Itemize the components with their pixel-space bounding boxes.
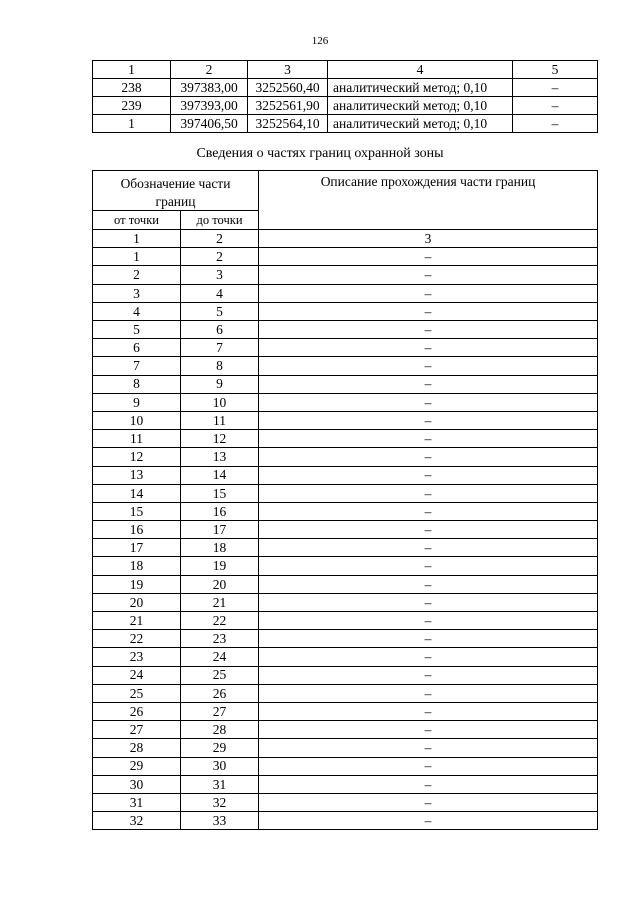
to-point: 4 (181, 284, 259, 302)
from-point: 15 (93, 502, 181, 520)
boundary-description: – (259, 648, 598, 666)
coordinate-y: 3252560,40 (248, 79, 328, 97)
column-number: 4 (328, 61, 513, 79)
column-number: 2 (171, 61, 248, 79)
table-row (93, 248, 598, 266)
to-point: 5 (181, 302, 259, 320)
from-point: 9 (93, 393, 181, 411)
boundary-parts-table (92, 170, 598, 830)
table-row (93, 502, 598, 520)
table-row (93, 612, 598, 630)
header-to-point: до точки (181, 211, 259, 230)
table-row (93, 739, 598, 757)
coordinate-x: 397383,00 (171, 79, 248, 97)
boundary-description: – (259, 557, 598, 575)
table-row (93, 702, 598, 720)
boundary-description: – (259, 375, 598, 393)
table-row (93, 97, 598, 115)
table-row (93, 357, 598, 375)
coordinates-table (92, 60, 598, 133)
to-point: 23 (181, 630, 259, 648)
boundary-description: – (259, 248, 598, 266)
coordinate-y: 3252564,10 (248, 115, 328, 133)
to-point: 18 (181, 539, 259, 557)
boundary-description: – (259, 502, 598, 520)
to-point: 31 (181, 775, 259, 793)
boundary-description: – (259, 666, 598, 684)
note: – (513, 97, 598, 115)
from-point: 22 (93, 630, 181, 648)
from-point: 23 (93, 648, 181, 666)
table-row (93, 793, 598, 811)
point-number: 238 (93, 79, 171, 97)
boundary-description: – (259, 339, 598, 357)
coordinate-x: 397393,00 (171, 97, 248, 115)
to-point: 7 (181, 339, 259, 357)
table-row (93, 448, 598, 466)
boundary-description: – (259, 484, 598, 502)
table-row (93, 484, 598, 502)
boundary-description: – (259, 739, 598, 757)
from-point: 29 (93, 757, 181, 775)
header-designation: Обозначение части границ (93, 171, 259, 211)
to-point: 14 (181, 466, 259, 484)
boundary-description: – (259, 448, 598, 466)
column-number: 5 (513, 61, 598, 79)
from-point: 3 (93, 284, 181, 302)
table-row (93, 521, 598, 539)
table-row (93, 684, 598, 702)
from-point: 21 (93, 612, 181, 630)
boundary-description: – (259, 466, 598, 484)
table-row (93, 339, 598, 357)
from-point: 2 (93, 266, 181, 284)
from-point: 5 (93, 321, 181, 339)
table-row (93, 557, 598, 575)
from-point: 20 (93, 593, 181, 611)
table-row (93, 115, 598, 133)
boundary-description: – (259, 321, 598, 339)
table-row (93, 393, 598, 411)
method-accuracy: аналитический метод; 0,10 (328, 97, 513, 115)
table-row (93, 539, 598, 557)
table-row (93, 666, 598, 684)
to-point: 32 (181, 793, 259, 811)
table-row (93, 411, 598, 429)
table-row (93, 757, 598, 775)
from-point: 14 (93, 484, 181, 502)
column-number: 3 (259, 230, 598, 248)
to-point: 10 (181, 393, 259, 411)
to-point: 12 (181, 430, 259, 448)
from-point: 12 (93, 448, 181, 466)
to-point: 26 (181, 684, 259, 702)
point-number: 239 (93, 97, 171, 115)
from-point: 18 (93, 557, 181, 575)
from-point: 30 (93, 775, 181, 793)
boundary-description: – (259, 411, 598, 429)
from-point: 28 (93, 739, 181, 757)
boundary-description: – (259, 757, 598, 775)
to-point: 16 (181, 502, 259, 520)
from-point: 11 (93, 430, 181, 448)
table-row (93, 775, 598, 793)
boundary-description: – (259, 612, 598, 630)
to-point: 22 (181, 612, 259, 630)
table-row (93, 430, 598, 448)
to-point: 33 (181, 812, 259, 830)
to-point: 2 (181, 248, 259, 266)
boundary-description: – (259, 775, 598, 793)
to-point: 27 (181, 702, 259, 720)
from-point: 24 (93, 666, 181, 684)
to-point: 28 (181, 721, 259, 739)
method-accuracy: аналитический метод; 0,10 (328, 79, 513, 97)
boundary-description: – (259, 357, 598, 375)
table-row (93, 284, 598, 302)
to-point: 24 (181, 648, 259, 666)
boundary-description: – (259, 393, 598, 411)
method-accuracy: аналитический метод; 0,10 (328, 115, 513, 133)
from-point: 25 (93, 684, 181, 702)
section-title: Сведения о частях границ охранной зоны (196, 146, 444, 161)
from-point: 19 (93, 575, 181, 593)
column-number: 2 (181, 230, 259, 248)
from-point: 27 (93, 721, 181, 739)
to-point: 6 (181, 321, 259, 339)
table-row (93, 721, 598, 739)
boundary-description: – (259, 575, 598, 593)
note: – (513, 79, 598, 97)
to-point: 19 (181, 557, 259, 575)
column-number: 1 (93, 230, 181, 248)
table-row (93, 575, 598, 593)
table-row (93, 375, 598, 393)
to-point: 17 (181, 521, 259, 539)
column-number: 3 (248, 61, 328, 79)
to-point: 11 (181, 411, 259, 429)
from-point: 10 (93, 411, 181, 429)
to-point: 25 (181, 666, 259, 684)
header-description: Описание прохождения части границ (259, 171, 598, 230)
coordinate-y: 3252561,90 (248, 97, 328, 115)
table-row (93, 302, 598, 320)
table-row (93, 593, 598, 611)
to-point: 21 (181, 593, 259, 611)
table-row (93, 648, 598, 666)
boundary-description: – (259, 284, 598, 302)
to-point: 15 (181, 484, 259, 502)
table-row (93, 466, 598, 484)
from-point: 7 (93, 357, 181, 375)
from-point: 6 (93, 339, 181, 357)
from-point: 1 (93, 248, 181, 266)
boundary-description: – (259, 539, 598, 557)
boundary-description: – (259, 812, 598, 830)
to-point: 3 (181, 266, 259, 284)
from-point: 17 (93, 539, 181, 557)
table-row (93, 321, 598, 339)
note: – (513, 115, 598, 133)
page-number: 126 (311, 35, 329, 47)
boundary-description: – (259, 721, 598, 739)
from-point: 26 (93, 702, 181, 720)
boundary-description: – (259, 702, 598, 720)
to-point: 8 (181, 357, 259, 375)
table-row (93, 630, 598, 648)
column-number: 1 (93, 61, 171, 79)
column-numbers-row (93, 230, 598, 248)
boundary-description: – (259, 630, 598, 648)
boundary-description: – (259, 684, 598, 702)
to-point: 30 (181, 757, 259, 775)
header-row (93, 171, 598, 211)
from-point: 32 (93, 812, 181, 830)
header-from-point: от точки (93, 211, 181, 230)
from-point: 4 (93, 302, 181, 320)
from-point: 13 (93, 466, 181, 484)
table-row (93, 79, 598, 97)
from-point: 8 (93, 375, 181, 393)
to-point: 20 (181, 575, 259, 593)
to-point: 29 (181, 739, 259, 757)
from-point: 31 (93, 793, 181, 811)
table-row (93, 266, 598, 284)
to-point: 9 (181, 375, 259, 393)
boundary-description: – (259, 521, 598, 539)
boundary-description: – (259, 302, 598, 320)
from-point: 16 (93, 521, 181, 539)
boundary-description: – (259, 793, 598, 811)
coordinate-x: 397406,50 (171, 115, 248, 133)
boundary-description: – (259, 593, 598, 611)
to-point: 13 (181, 448, 259, 466)
boundary-description: – (259, 430, 598, 448)
table-row (93, 812, 598, 830)
point-number: 1 (93, 115, 171, 133)
boundary-description: – (259, 266, 598, 284)
coordinates-header-row (93, 61, 598, 79)
